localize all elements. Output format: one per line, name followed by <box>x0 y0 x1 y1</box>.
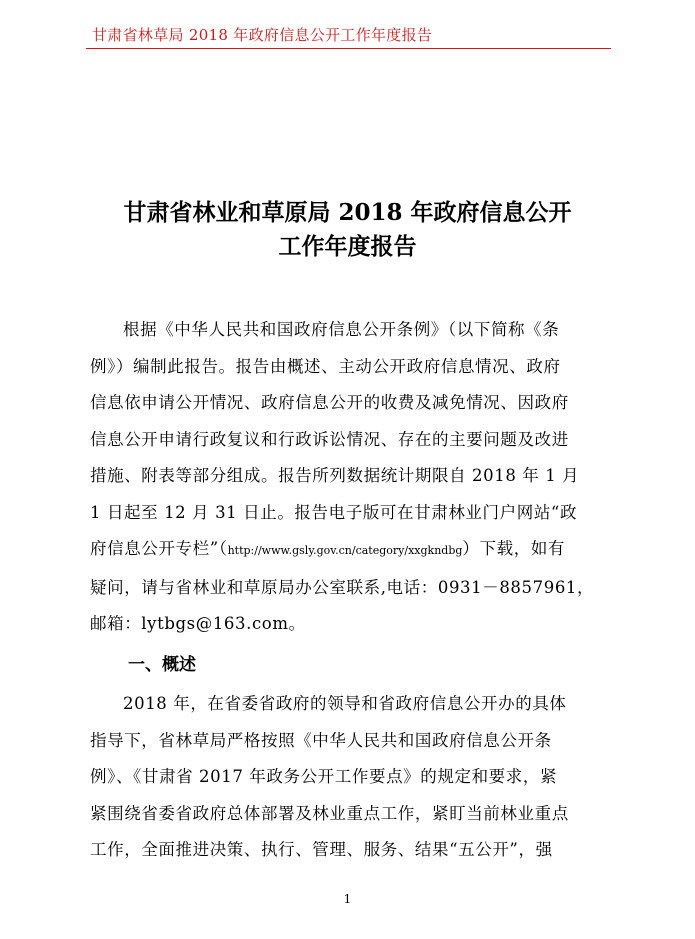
intro-line: 1 日起至 12 月 31 日止。报告电子版可在甘肃林业门户网站“政 <box>90 502 578 522</box>
header-divider <box>86 48 611 49</box>
website-url: http://www.gsly.gov.cn/category/xxgkndbg <box>227 544 463 557</box>
intro-line: 措施、附表等部分组成。报告所列数据统计期限自 2018 年 1 月 <box>90 466 580 485</box>
intro-line: 例》）编制此报告。报告由概述、主动公开政府信息情况、政府 <box>90 356 561 376</box>
document-title <box>60 196 635 264</box>
title-line-2: 工作年度报告 <box>278 233 417 260</box>
overview-line: 工作，全面推进决策、执行、管理、服务、结果“五公开”，强 <box>90 840 553 859</box>
page-number: 1 <box>343 892 352 906</box>
intro-line: 信息依申请公开情况、政府信息公开的收费及减免情况、因政府 <box>90 393 569 412</box>
intro-line: 疑问，请与省林业和草原局办公室联系,电话：0931－8857961， <box>90 577 595 597</box>
intro-line-part: ）下载，如有 <box>462 539 566 558</box>
intro-line-with-url <box>90 531 610 570</box>
overview-line: 2018 年，在省委省政府的领导和省政府信息公开办的具体 <box>123 694 567 713</box>
overview-line: 例》、《甘肃省 2017 年政务公开工作要点》的规定和要求，紧 <box>90 767 558 786</box>
intro-line: 根据《中华人民共和国政府信息公开条例》（以下简称《条 <box>123 320 560 339</box>
intro-line-part: 府信息公开专栏”（ <box>90 539 228 558</box>
overview-paragraph <box>90 686 610 869</box>
title-line-1: 甘肃省林业和草原局 2018 年政府信息公开 <box>123 199 572 226</box>
section-heading-overview: 一、概述 <box>128 655 196 675</box>
running-header: 甘肃省林草局 2018 年政府信息公开工作年度报告 <box>92 26 433 44</box>
overview-line: 紧围绕省委省政府总体部署及林业重点工作，紧盯当前林业重点 <box>90 803 569 823</box>
intro-line: 邮箱：lytbgs@163.com。 <box>90 614 306 633</box>
intro-line: 信息公开申请行政复议和行政诉讼情况、存在的主要问题及改进 <box>90 429 569 449</box>
intro-paragraph <box>90 312 610 643</box>
overview-line: 指导下，省林草局严格按照《中华人民共和国政府信息公开条 <box>90 730 552 750</box>
